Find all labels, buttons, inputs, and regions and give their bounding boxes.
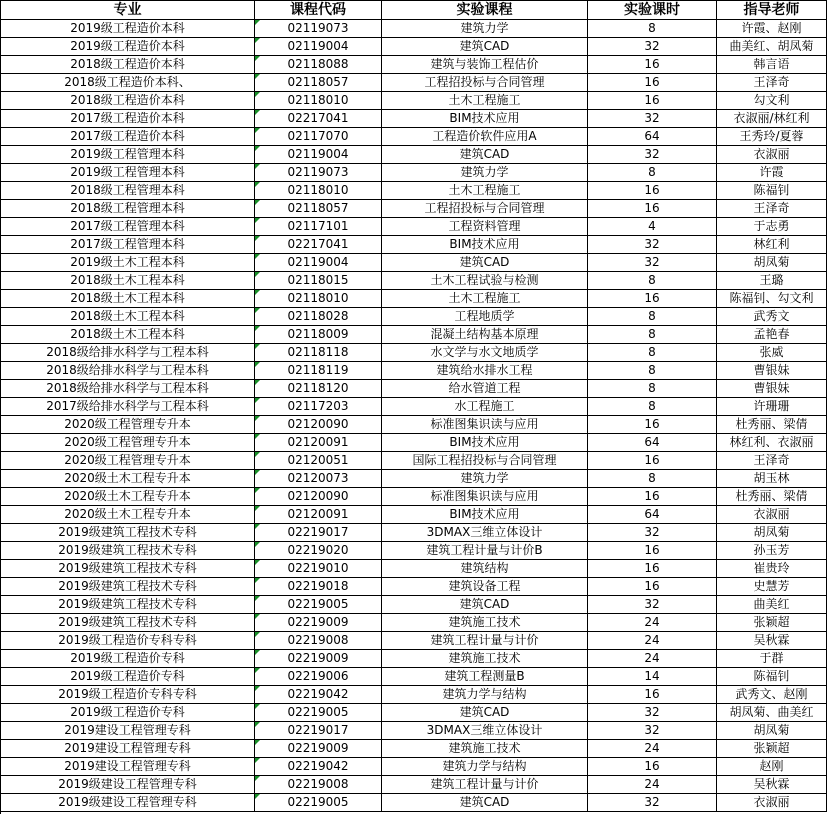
cell-major[interactable]: 2019级建筑工程技术专科 bbox=[1, 596, 255, 614]
cell-major[interactable]: 2019级工程造价本科 bbox=[1, 20, 255, 38]
cell-course-code[interactable]: 02119004 bbox=[255, 146, 382, 164]
cell-instructor[interactable]: 张威 bbox=[717, 344, 827, 362]
cell-lab-hours[interactable]: 32 bbox=[588, 524, 717, 542]
cell-major[interactable]: 2020级土木工程专升本 bbox=[1, 470, 255, 488]
cell-lab-hours[interactable]: 16 bbox=[588, 560, 717, 578]
cell-lab-course[interactable]: 水文学与水文地质学 bbox=[382, 344, 588, 362]
cell-lab-course[interactable]: 建筑工程计量与计价B bbox=[382, 542, 588, 560]
table-row bbox=[1, 434, 827, 452]
cell-instructor[interactable]: 陈福钊、勾文利 bbox=[717, 290, 827, 308]
cell-lab-hours[interactable]: 32 bbox=[588, 146, 717, 164]
cell-lab-course[interactable]: 3DMAX三维立体设计 bbox=[382, 722, 588, 740]
table-row bbox=[1, 470, 827, 488]
cell-course-code[interactable]: 02118010 bbox=[255, 290, 382, 308]
cell-major[interactable]: 2018级工程管理本科 bbox=[1, 182, 255, 200]
cell-lab-hours[interactable]: 16 bbox=[588, 290, 717, 308]
table-row bbox=[1, 146, 827, 164]
header-lab-course: 实验课程 bbox=[382, 1, 588, 20]
cell-instructor[interactable]: 曹银妹 bbox=[717, 380, 827, 398]
cell-major[interactable]: 2020级工程管理专升本 bbox=[1, 452, 255, 470]
cell-lab-course[interactable]: 标准图集识读与应用 bbox=[382, 488, 588, 506]
cell-lab-hours[interactable]: 16 bbox=[588, 416, 717, 434]
cell-lab-hours[interactable]: 16 bbox=[588, 542, 717, 560]
cell-major[interactable]: 2019级工程造价专科 bbox=[1, 668, 255, 686]
table-row bbox=[1, 578, 827, 596]
cell-lab-course[interactable]: 建筑工程测量B bbox=[382, 668, 588, 686]
cell-lab-course[interactable]: 建筑施工技术 bbox=[382, 650, 588, 668]
cell-lab-hours[interactable]: 16 bbox=[588, 488, 717, 506]
cell-major[interactable]: 2019建设工程管理专科 bbox=[1, 758, 255, 776]
cell-course-code[interactable]: 02120051 bbox=[255, 452, 382, 470]
cell-lab-course[interactable]: 国际工程招投标与合同管理 bbox=[382, 452, 588, 470]
cell-lab-course[interactable]: 建筑施工技术 bbox=[382, 740, 588, 758]
cell-course-code[interactable]: 02120073 bbox=[255, 470, 382, 488]
table-row bbox=[1, 200, 827, 218]
table-row bbox=[1, 650, 827, 668]
cell-course-code[interactable]: 02118010 bbox=[255, 92, 382, 110]
table-row bbox=[1, 452, 827, 470]
table-row bbox=[1, 560, 827, 578]
cell-major[interactable]: 2018级工程管理本科 bbox=[1, 200, 255, 218]
table-row bbox=[1, 344, 827, 362]
cell-lab-course[interactable]: 3DMAX三维立体设计 bbox=[382, 524, 588, 542]
cell-major[interactable]: 2017级给排水科学与工程本科 bbox=[1, 398, 255, 416]
cell-course-code[interactable]: 02119004 bbox=[255, 38, 382, 56]
cell-lab-course[interactable]: 给水管道工程 bbox=[382, 380, 588, 398]
cell-lab-course[interactable]: 建筑力学 bbox=[382, 470, 588, 488]
cell-major[interactable]: 2017级工程造价本科 bbox=[1, 110, 255, 128]
table-row bbox=[1, 416, 827, 434]
cell-instructor[interactable]: 于群 bbox=[717, 650, 827, 668]
cell-course-code[interactable]: 02118119 bbox=[255, 362, 382, 380]
cell-course-code[interactable]: 02219006 bbox=[255, 668, 382, 686]
cell-major[interactable]: 2019级建设工程管理专科 bbox=[1, 776, 255, 794]
cell-major[interactable]: 2019建设工程管理专科 bbox=[1, 740, 255, 758]
cell-lab-course[interactable]: 建筑力学 bbox=[382, 20, 588, 38]
table-row bbox=[1, 614, 827, 632]
cell-major[interactable]: 2018级土木工程本科 bbox=[1, 326, 255, 344]
cell-major[interactable]: 2018级土木工程本科 bbox=[1, 308, 255, 326]
cell-lab-hours[interactable]: 16 bbox=[588, 182, 717, 200]
table-row bbox=[1, 758, 827, 776]
cell-course-code[interactable]: 02219042 bbox=[255, 758, 382, 776]
cell-major[interactable]: 2018级给排水科学与工程本科 bbox=[1, 362, 255, 380]
cell-major[interactable]: 2019级建设工程管理专科 bbox=[1, 794, 255, 812]
cell-course-code[interactable]: 02219005 bbox=[255, 704, 382, 722]
cell-lab-hours[interactable]: 24 bbox=[588, 740, 717, 758]
cell-lab-hours[interactable]: 16 bbox=[588, 74, 717, 92]
table-row bbox=[1, 254, 827, 272]
cell-instructor[interactable]: 张颖超 bbox=[717, 740, 827, 758]
cell-lab-course[interactable]: 建筑CAD bbox=[382, 596, 588, 614]
cell-instructor[interactable]: 王泽奇 bbox=[717, 200, 827, 218]
cell-lab-course[interactable]: 工程招投标与合同管理 bbox=[382, 74, 588, 92]
cell-instructor[interactable]: 王秀玲/夏蓉 bbox=[717, 128, 827, 146]
table-row bbox=[1, 740, 827, 758]
cell-lab-hours[interactable]: 24 bbox=[588, 650, 717, 668]
cell-lab-hours[interactable]: 16 bbox=[588, 200, 717, 218]
cell-course-code[interactable]: 02219017 bbox=[255, 722, 382, 740]
cell-lab-course[interactable]: 建筑与装饰工程估价 bbox=[382, 56, 588, 74]
cell-major[interactable]: 2018级土木工程本科 bbox=[1, 272, 255, 290]
cell-major[interactable]: 2018级工程造价本科、 bbox=[1, 74, 255, 92]
cell-lab-course[interactable]: 建筑CAD bbox=[382, 254, 588, 272]
cell-instructor[interactable]: 杜秀丽、梁倩 bbox=[717, 416, 827, 434]
cell-lab-hours[interactable]: 24 bbox=[588, 614, 717, 632]
table-row bbox=[1, 182, 827, 200]
cell-lab-hours[interactable]: 8 bbox=[588, 308, 717, 326]
cell-instructor[interactable]: 崔贵玲 bbox=[717, 560, 827, 578]
cell-instructor[interactable]: 史慧芳 bbox=[717, 578, 827, 596]
cell-course-code[interactable]: 02219018 bbox=[255, 578, 382, 596]
cell-instructor[interactable]: 于志勇 bbox=[717, 218, 827, 236]
cell-major[interactable]: 2018级土木工程本科 bbox=[1, 290, 255, 308]
cell-lab-hours[interactable]: 32 bbox=[588, 596, 717, 614]
cell-instructor[interactable]: 张颖超 bbox=[717, 614, 827, 632]
cell-course-code[interactable]: 02219017 bbox=[255, 524, 382, 542]
cell-lab-hours[interactable]: 32 bbox=[588, 722, 717, 740]
table-row bbox=[1, 20, 827, 38]
cell-major[interactable]: 2020级土木工程专升本 bbox=[1, 506, 255, 524]
cell-lab-hours[interactable]: 24 bbox=[588, 776, 717, 794]
cell-course-code[interactable]: 02219009 bbox=[255, 614, 382, 632]
cell-course-code[interactable]: 02119004 bbox=[255, 254, 382, 272]
cell-course-code[interactable]: 02219010 bbox=[255, 560, 382, 578]
cell-lab-course[interactable]: 建筑力学与结构 bbox=[382, 758, 588, 776]
table-row bbox=[1, 704, 827, 722]
table-row bbox=[1, 74, 827, 92]
cell-course-code[interactable]: 02117070 bbox=[255, 128, 382, 146]
cell-course-code[interactable]: 02118057 bbox=[255, 200, 382, 218]
cell-lab-course[interactable]: 土木工程施工 bbox=[382, 92, 588, 110]
table-row bbox=[1, 722, 827, 740]
table-row bbox=[1, 236, 827, 254]
table-row bbox=[1, 218, 827, 236]
table-row bbox=[1, 524, 827, 542]
cell-major[interactable]: 2019级土木工程本科 bbox=[1, 254, 255, 272]
cell-major[interactable]: 2020级工程管理专升本 bbox=[1, 416, 255, 434]
cell-major[interactable]: 2017级工程造价本科 bbox=[1, 128, 255, 146]
cell-lab-course[interactable]: 建筑工程计量与计价 bbox=[382, 776, 588, 794]
cell-lab-course[interactable]: 混凝土结构基本原理 bbox=[382, 326, 588, 344]
cell-major[interactable]: 2019级工程管理本科 bbox=[1, 146, 255, 164]
cell-lab-course[interactable]: BIM技术应用 bbox=[382, 434, 588, 452]
cell-instructor[interactable]: 许霞 bbox=[717, 164, 827, 182]
cell-course-code[interactable]: 02120090 bbox=[255, 416, 382, 434]
cell-instructor[interactable]: 曹银妹 bbox=[717, 362, 827, 380]
table-row bbox=[1, 308, 827, 326]
cell-lab-course[interactable]: 工程造价软件应用A bbox=[382, 128, 588, 146]
table-row bbox=[1, 542, 827, 560]
table-row bbox=[1, 56, 827, 74]
table-row bbox=[1, 38, 827, 56]
cell-major[interactable]: 2019级工程造价本科 bbox=[1, 38, 255, 56]
cell-lab-course[interactable]: 建筑工程计量与计价 bbox=[382, 632, 588, 650]
cell-lab-hours[interactable]: 32 bbox=[588, 38, 717, 56]
table-row bbox=[1, 488, 827, 506]
cell-instructor[interactable]: 吴秋霖 bbox=[717, 632, 827, 650]
cell-major[interactable]: 2019建设工程管理专科 bbox=[1, 722, 255, 740]
cell-lab-course[interactable]: 建筑CAD bbox=[382, 704, 588, 722]
table-row bbox=[1, 776, 827, 794]
table-row bbox=[1, 272, 827, 290]
table-row bbox=[1, 632, 827, 650]
cell-instructor[interactable]: 曲美红、胡凤菊 bbox=[717, 38, 827, 56]
cell-course-code[interactable]: 02219005 bbox=[255, 794, 382, 812]
cell-lab-course[interactable]: 建筑力学 bbox=[382, 164, 588, 182]
cell-instructor[interactable]: 衣淑丽/林红利 bbox=[717, 110, 827, 128]
cell-instructor[interactable]: 陈福钊 bbox=[717, 668, 827, 686]
cell-major[interactable]: 2019级建筑工程技术专科 bbox=[1, 542, 255, 560]
cell-lab-hours[interactable]: 32 bbox=[588, 236, 717, 254]
cell-instructor[interactable]: 王璐 bbox=[717, 272, 827, 290]
cell-major[interactable]: 2018级工程造价本科 bbox=[1, 92, 255, 110]
table-row bbox=[1, 668, 827, 686]
cell-instructor[interactable]: 林红利 bbox=[717, 236, 827, 254]
cell-lab-course[interactable]: BIM技术应用 bbox=[382, 110, 588, 128]
cell-lab-course[interactable]: 工程招投标与合同管理 bbox=[382, 200, 588, 218]
cell-lab-course[interactable]: 建筑结构 bbox=[382, 560, 588, 578]
cell-lab-course[interactable]: 建筑设备工程 bbox=[382, 578, 588, 596]
table-row bbox=[1, 596, 827, 614]
header-course-code: 课程代码 bbox=[255, 1, 382, 20]
cell-major[interactable]: 2020级工程管理专升本 bbox=[1, 434, 255, 452]
cell-instructor[interactable]: 曲美红 bbox=[717, 596, 827, 614]
cell-course-code[interactable]: 02219008 bbox=[255, 776, 382, 794]
cell-lab-hours[interactable]: 8 bbox=[588, 398, 717, 416]
cell-course-code[interactable]: 02118015 bbox=[255, 272, 382, 290]
cell-lab-hours[interactable]: 32 bbox=[588, 704, 717, 722]
cell-instructor[interactable]: 王泽奇 bbox=[717, 452, 827, 470]
cell-lab-hours[interactable]: 16 bbox=[588, 578, 717, 596]
cell-course-code[interactable]: 02219020 bbox=[255, 542, 382, 560]
cell-lab-hours[interactable]: 8 bbox=[588, 344, 717, 362]
cell-lab-course[interactable]: 水工程施工 bbox=[382, 398, 588, 416]
cell-instructor[interactable]: 孙玉芳 bbox=[717, 542, 827, 560]
header-major: 专业 bbox=[1, 1, 255, 20]
cell-lab-hours[interactable]: 16 bbox=[588, 686, 717, 704]
cell-major[interactable]: 2019级工程造价专科 bbox=[1, 650, 255, 668]
table-row bbox=[1, 128, 827, 146]
cell-major[interactable]: 2017级工程管理本科 bbox=[1, 218, 255, 236]
cell-lab-hours[interactable]: 64 bbox=[588, 128, 717, 146]
header-lab-hours: 实验课时 bbox=[588, 1, 717, 20]
cell-course-code[interactable]: 02118118 bbox=[255, 344, 382, 362]
cell-instructor[interactable]: 韩言语 bbox=[717, 56, 827, 74]
cell-instructor[interactable]: 林红利、衣淑丽 bbox=[717, 434, 827, 452]
cell-instructor[interactable]: 孟艳春 bbox=[717, 326, 827, 344]
cell-instructor[interactable]: 衣淑丽 bbox=[717, 146, 827, 164]
cell-lab-hours[interactable]: 8 bbox=[588, 164, 717, 182]
cell-lab-hours[interactable]: 14 bbox=[588, 668, 717, 686]
cell-instructor[interactable]: 赵刚 bbox=[717, 758, 827, 776]
cell-lab-course[interactable]: 工程资料管理 bbox=[382, 218, 588, 236]
cell-course-code[interactable]: 02217041 bbox=[255, 110, 382, 128]
cell-instructor[interactable]: 衣淑丽 bbox=[717, 506, 827, 524]
header-row bbox=[1, 1, 827, 20]
cell-instructor[interactable]: 吴秋霖 bbox=[717, 776, 827, 794]
cell-instructor[interactable]: 胡玉林 bbox=[717, 470, 827, 488]
table-row bbox=[1, 362, 827, 380]
cell-lab-course[interactable]: 建筑CAD bbox=[382, 794, 588, 812]
cell-course-code[interactable]: 02120091 bbox=[255, 506, 382, 524]
cell-instructor[interactable]: 衣淑丽 bbox=[717, 794, 827, 812]
cell-major[interactable]: 2019级工程造价专科专科 bbox=[1, 686, 255, 704]
next-row-edge bbox=[0, 803, 827, 814]
cell-major[interactable]: 2019级工程管理本科 bbox=[1, 164, 255, 182]
cell-course-code[interactable]: 02119073 bbox=[255, 164, 382, 182]
table-row bbox=[1, 164, 827, 182]
cell-course-code[interactable]: 02118120 bbox=[255, 380, 382, 398]
cell-lab-course[interactable]: 建筑力学与结构 bbox=[382, 686, 588, 704]
cell-course-code[interactable]: 02117101 bbox=[255, 218, 382, 236]
table-row bbox=[1, 110, 827, 128]
cell-instructor[interactable]: 胡凤菊 bbox=[717, 722, 827, 740]
cell-lab-course[interactable]: 土木工程试验与检测 bbox=[382, 272, 588, 290]
cell-lab-course[interactable]: 建筑CAD bbox=[382, 38, 588, 56]
cell-instructor[interactable]: 王泽奇 bbox=[717, 74, 827, 92]
cell-course-code[interactable]: 02219009 bbox=[255, 650, 382, 668]
cell-major[interactable]: 2020级土木工程专升本 bbox=[1, 488, 255, 506]
cell-lab-course[interactable]: 建筑CAD bbox=[382, 146, 588, 164]
table-row bbox=[1, 290, 827, 308]
cell-course-code[interactable]: 02118010 bbox=[255, 182, 382, 200]
cell-course-code[interactable]: 02219008 bbox=[255, 632, 382, 650]
cell-major[interactable]: 2019级建筑工程技术专科 bbox=[1, 578, 255, 596]
cell-lab-course[interactable]: BIM技术应用 bbox=[382, 236, 588, 254]
table-row bbox=[1, 506, 827, 524]
cell-lab-course[interactable]: 工程地质学 bbox=[382, 308, 588, 326]
cell-lab-hours[interactable]: 64 bbox=[588, 506, 717, 524]
cell-course-code[interactable]: 02118057 bbox=[255, 74, 382, 92]
cell-lab-course[interactable]: BIM技术应用 bbox=[382, 506, 588, 524]
cell-lab-course[interactable]: 建筑施工技术 bbox=[382, 614, 588, 632]
table-row bbox=[1, 92, 827, 110]
cell-instructor[interactable]: 胡凤菊 bbox=[717, 524, 827, 542]
cell-lab-course[interactable]: 土木工程施工 bbox=[382, 182, 588, 200]
cell-major[interactable]: 2019级建筑工程技术专科 bbox=[1, 524, 255, 542]
cell-course-code[interactable]: 02118028 bbox=[255, 308, 382, 326]
cell-course-code[interactable]: 02219009 bbox=[255, 740, 382, 758]
cell-lab-hours[interactable]: 8 bbox=[588, 362, 717, 380]
cell-lab-hours[interactable]: 8 bbox=[588, 20, 717, 38]
cell-major[interactable]: 2019级工程造价专科专科 bbox=[1, 632, 255, 650]
cell-major[interactable]: 2018级给排水科学与工程本科 bbox=[1, 380, 255, 398]
cell-lab-hours[interactable]: 8 bbox=[588, 272, 717, 290]
cell-lab-hours[interactable]: 16 bbox=[588, 92, 717, 110]
cell-lab-course[interactable]: 标准图集识读与应用 bbox=[382, 416, 588, 434]
cell-course-code[interactable]: 02219005 bbox=[255, 596, 382, 614]
cell-instructor[interactable]: 许霞、赵刚 bbox=[717, 20, 827, 38]
cell-major[interactable]: 2018级给排水科学与工程本科 bbox=[1, 344, 255, 362]
cell-course-code[interactable]: 02120091 bbox=[255, 434, 382, 452]
cell-instructor[interactable]: 许珊珊 bbox=[717, 398, 827, 416]
cell-major[interactable]: 2018级工程造价本科 bbox=[1, 56, 255, 74]
cell-course-code[interactable]: 02120090 bbox=[255, 488, 382, 506]
cell-course-code[interactable]: 02117203 bbox=[255, 398, 382, 416]
cell-lab-hours[interactable]: 8 bbox=[588, 380, 717, 398]
cell-instructor[interactable]: 武秀文 bbox=[717, 308, 827, 326]
cell-major[interactable]: 2019级建筑工程技术专科 bbox=[1, 560, 255, 578]
header-instructor: 指导老师 bbox=[717, 1, 827, 20]
table-row bbox=[1, 380, 827, 398]
cell-lab-hours[interactable]: 32 bbox=[588, 110, 717, 128]
cell-lab-hours[interactable]: 4 bbox=[588, 218, 717, 236]
table-row bbox=[1, 686, 827, 704]
cell-lab-course[interactable]: 土木工程施工 bbox=[382, 290, 588, 308]
cell-lab-hours[interactable]: 24 bbox=[588, 632, 717, 650]
cell-course-code[interactable]: 02118009 bbox=[255, 326, 382, 344]
table-row bbox=[1, 398, 827, 416]
table-row bbox=[1, 326, 827, 344]
cell-major[interactable]: 2019级工程造价专科 bbox=[1, 704, 255, 722]
cell-course-code[interactable]: 02219042 bbox=[255, 686, 382, 704]
cell-major[interactable]: 2017级工程管理本科 bbox=[1, 236, 255, 254]
cell-instructor[interactable]: 杜秀丽、梁倩 bbox=[717, 488, 827, 506]
cell-instructor[interactable]: 勾文利 bbox=[717, 92, 827, 110]
cell-lab-hours[interactable]: 16 bbox=[588, 56, 717, 74]
cell-lab-hours[interactable]: 16 bbox=[588, 452, 717, 470]
cell-lab-hours[interactable]: 64 bbox=[588, 434, 717, 452]
cell-course-code[interactable]: 02119073 bbox=[255, 20, 382, 38]
cell-lab-hours[interactable]: 16 bbox=[588, 758, 717, 776]
cell-course-code[interactable]: 02118088 bbox=[255, 56, 382, 74]
cell-course-code[interactable]: 02217041 bbox=[255, 236, 382, 254]
cell-lab-hours[interactable]: 32 bbox=[588, 794, 717, 812]
cell-lab-hours[interactable]: 8 bbox=[588, 326, 717, 344]
cell-instructor[interactable]: 陈福钊 bbox=[717, 182, 827, 200]
cell-lab-course[interactable]: 建筑给水排水工程 bbox=[382, 362, 588, 380]
cell-lab-hours[interactable]: 8 bbox=[588, 470, 717, 488]
cell-lab-hours[interactable]: 32 bbox=[588, 254, 717, 272]
cell-instructor[interactable]: 胡凤菊 bbox=[717, 254, 827, 272]
cell-major[interactable]: 2019级建筑工程技术专科 bbox=[1, 614, 255, 632]
cell-instructor[interactable]: 武秀文、赵刚 bbox=[717, 686, 827, 704]
cell-instructor[interactable]: 胡凤菊、曲美红 bbox=[717, 704, 827, 722]
